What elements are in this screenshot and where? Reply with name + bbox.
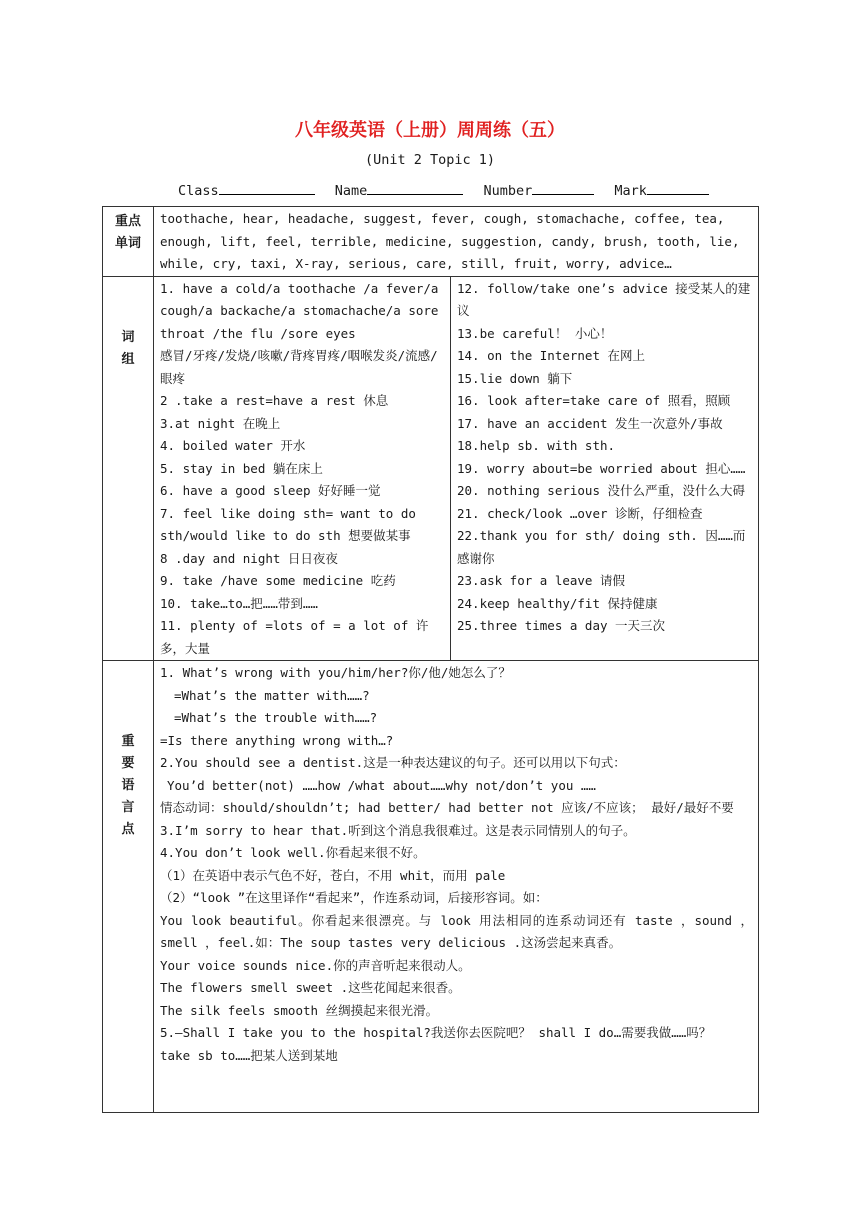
phrases-row [103,276,759,661]
phrase-item: 2 .take a rest=have a rest 休息 [160,393,389,408]
phrase-item: 19. worry about=be worried about 担心…… [457,460,746,476]
vocab-row [103,207,759,277]
phrase-item: 1. have a cold/a toothache /a fever/a cough/a backache/a stomachache/a sore throat /the flu /sore eyes [160,280,439,341]
phrase-item: 感冒/牙疼/发烧/咳嗽/背疼胃疼/咽喉发炎/流感/眼疼 [160,348,438,386]
phrase-item: 20. nothing serious 没什么严重，没什么大碍 [457,483,746,498]
points-cell [154,661,759,1113]
name-label: Name [334,183,368,199]
phrase-item: 15.lie down 躺下 [457,370,573,386]
phrase-item: 6. have a good sleep 好好睡一觉 [160,483,381,498]
point-line: =Is there anything wrong with…? [160,732,394,748]
point-line: （2）“look ”在这里译作“看起来”，作连系动词，后接形容词。如： [160,890,548,905]
phrases-heading: 词组 [103,276,154,661]
name-blank[interactable] [367,180,463,195]
page-subtitle: (Unit 2 Topic 1) [364,152,496,168]
phrase-item: 16. look after=take care of 照看，照顾 [457,393,731,408]
class-blank[interactable] [219,180,315,195]
points-heading: 重要语言点 [103,661,154,1113]
worksheet-table [102,206,759,1113]
point-line: take sb to……把某人送到某地 [160,1047,338,1063]
phrase-item: 10. take…to…把……带到…… [160,595,318,611]
point-line: 2.You should see a dentist.这是一种表达建议的句子。还可以用以下句式： [160,755,626,770]
vocab-heading: 重点单词 [103,207,154,277]
phrase-item: 18.help sb. with sth. [457,438,616,453]
phrase-item: 24.keep healthy/fit 保持健康 [457,595,658,611]
phrase-item: 23.ask for a leave 请假 [457,573,625,588]
phrase-item: 12. follow/take one’s advice 接受某人的建议 [457,280,751,318]
points-row [103,661,759,1113]
student-info-line [178,180,718,199]
phrase-item: 8 .day and night 日日夜夜 [160,550,338,566]
phrase-item: 21. check/look …over 诊断，仔细检查 [457,505,703,521]
vocab-line: toothache, hear, headache, suggest, fever, cough, stomachache, coffee, tea, [160,211,725,226]
phrase-item: 25.three times a day 一天三次 [457,618,666,633]
vocab-cell [154,207,759,277]
phrase-item: 3.at night 在晚上 [160,415,281,431]
point-line: =What’s the matter with……? [174,687,370,703]
point-line: 4.You don’t look well.你看起来很不好。 [160,845,426,860]
point-line: 情态动词：should/shouldn’t; had better/ had better not 应该/不应该； 最好/最好不要 [160,800,734,815]
phrase-item: 13.be careful！ 小心！ [457,325,613,341]
class-label: Class [178,183,219,199]
phrase-item: 17. have an accident 发生一次意外/事故 [457,415,723,431]
phrases-left-cell [154,276,451,661]
page-title: 八年级英语（上册）周周练（五） [295,120,565,141]
point-line: Your voice sounds nice.你的声音听起来很动人。 [160,957,471,973]
phrase-item: 11. plenty of =lots of = a lot of 许多，大量 [160,618,429,656]
point-line: The flowers smell sweet .这些花闻起来很香。 [160,980,461,995]
point-line: The silk feels smooth 丝绸摸起来很光滑。 [160,1002,439,1018]
point-line: =What’s the trouble with……? [174,710,378,725]
phrase-item: 7. feel like doing sth= want to do sth/would like to do sth 想要做某事 [160,505,416,543]
point-line: 5.—Shall I take you to the hospital?我送你去医院吧？ shall I do…需要我做……吗？ [160,1025,712,1040]
vocab-line: while, cry, taxi, X-ray, serious, care, still, fruit, worry, advice… [160,256,672,271]
point-line: You look beautiful。你看起来很漂亮。与 look 用法相同的连系动词还有 taste ，sound ，smell ，feel.如：The soup tastes very delicious .这汤尝起来真香。 [160,912,754,950]
point-line: （1）在英语中表示气色不好，苍白，不用 whit，而用 pale [160,867,506,883]
mark-label: Mark [614,183,647,199]
phrase-item: 9. take /have some medicine 吃药 [160,573,396,588]
vocab-line: enough, lift, feel, terrible, medicine, suggestion, candy, brush, tooth, lie, [160,233,740,249]
mark-blank[interactable] [647,180,709,195]
phrase-item: 4. boiled water 开水 [160,438,306,453]
point-line: 3.I’m sorry to hear that.听到这个消息我很难过。这是表示同情别人的句子。 [160,822,636,838]
number-label: Number [483,183,533,199]
phrase-item: 5. stay in bed 躺在床上 [160,460,323,476]
point-line: 1. What’s wrong with you/him/her?你/他/她怎么了？ [160,665,511,680]
phrase-item: 14. on the Internet 在网上 [457,348,646,363]
phrases-right-cell [451,276,759,661]
point-line: You’d better(not) ……how /what about……why not/don’t you …… [167,777,596,793]
number-blank[interactable] [532,180,594,195]
phrase-item: 22.thank you for sth/ doing sth. 因……而感谢你 [457,528,746,566]
